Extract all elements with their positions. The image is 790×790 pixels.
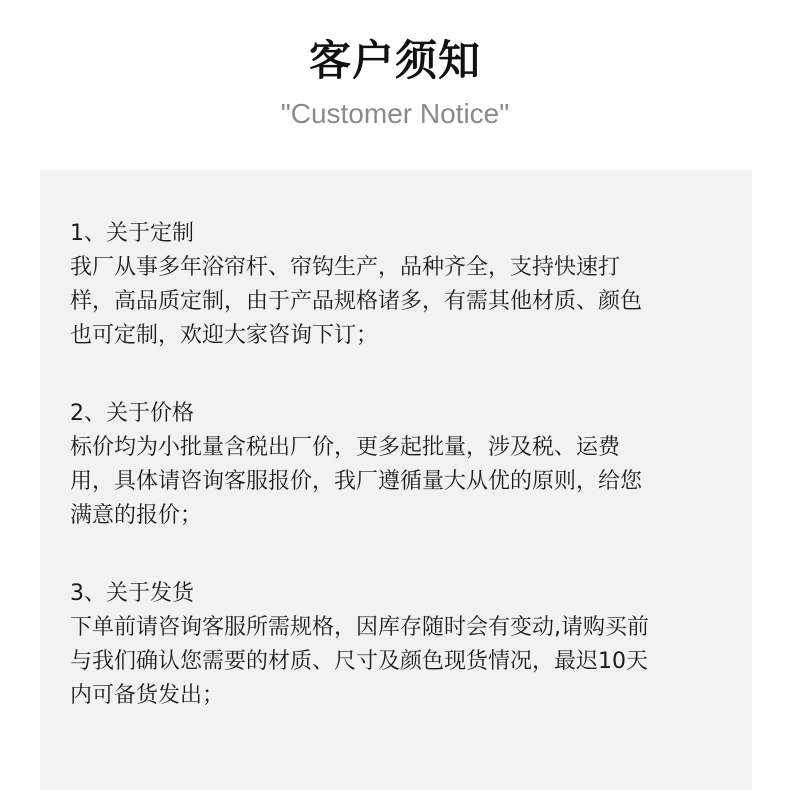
section-line: 用，具体请咨询客服报价，我厂遵循量大从优的原则，给您	[70, 469, 643, 494]
section-line: 也可定制，欢迎大家咨询下订；	[70, 323, 379, 348]
section-line: 样，高品质定制，由于产品规格诸多，有需其他材质、颜色	[70, 289, 643, 314]
notice-panel	[40, 170, 752, 790]
notice-section-pricing	[70, 397, 720, 533]
page-subtitle: "Customer Notice"	[280, 98, 510, 129]
section-line: 与我们确认您需要的材质、尺寸及颜色现货情况，最迟10天	[70, 649, 648, 674]
section-heading: 1、关于定制	[70, 221, 194, 246]
notice-section-shipping	[70, 577, 720, 713]
section-line: 标价均为小批量含税出厂价，更多起批量，涉及税、运费	[70, 435, 621, 460]
page-title: 客户须知	[308, 36, 481, 85]
section-heading: 3、关于发货	[70, 581, 194, 606]
notice-section-customization	[70, 217, 720, 353]
section-line: 下单前请咨询客服所需规格，因库存随时会有变动,请购买前	[70, 615, 649, 640]
section-line: 我厂从事多年浴帘杆、帘钩生产，品种齐全，支持快速打	[70, 255, 621, 280]
section-line: 内可备货发出；	[70, 683, 225, 708]
section-heading: 2、关于价格	[70, 401, 194, 426]
section-line: 满意的报价；	[70, 503, 203, 528]
